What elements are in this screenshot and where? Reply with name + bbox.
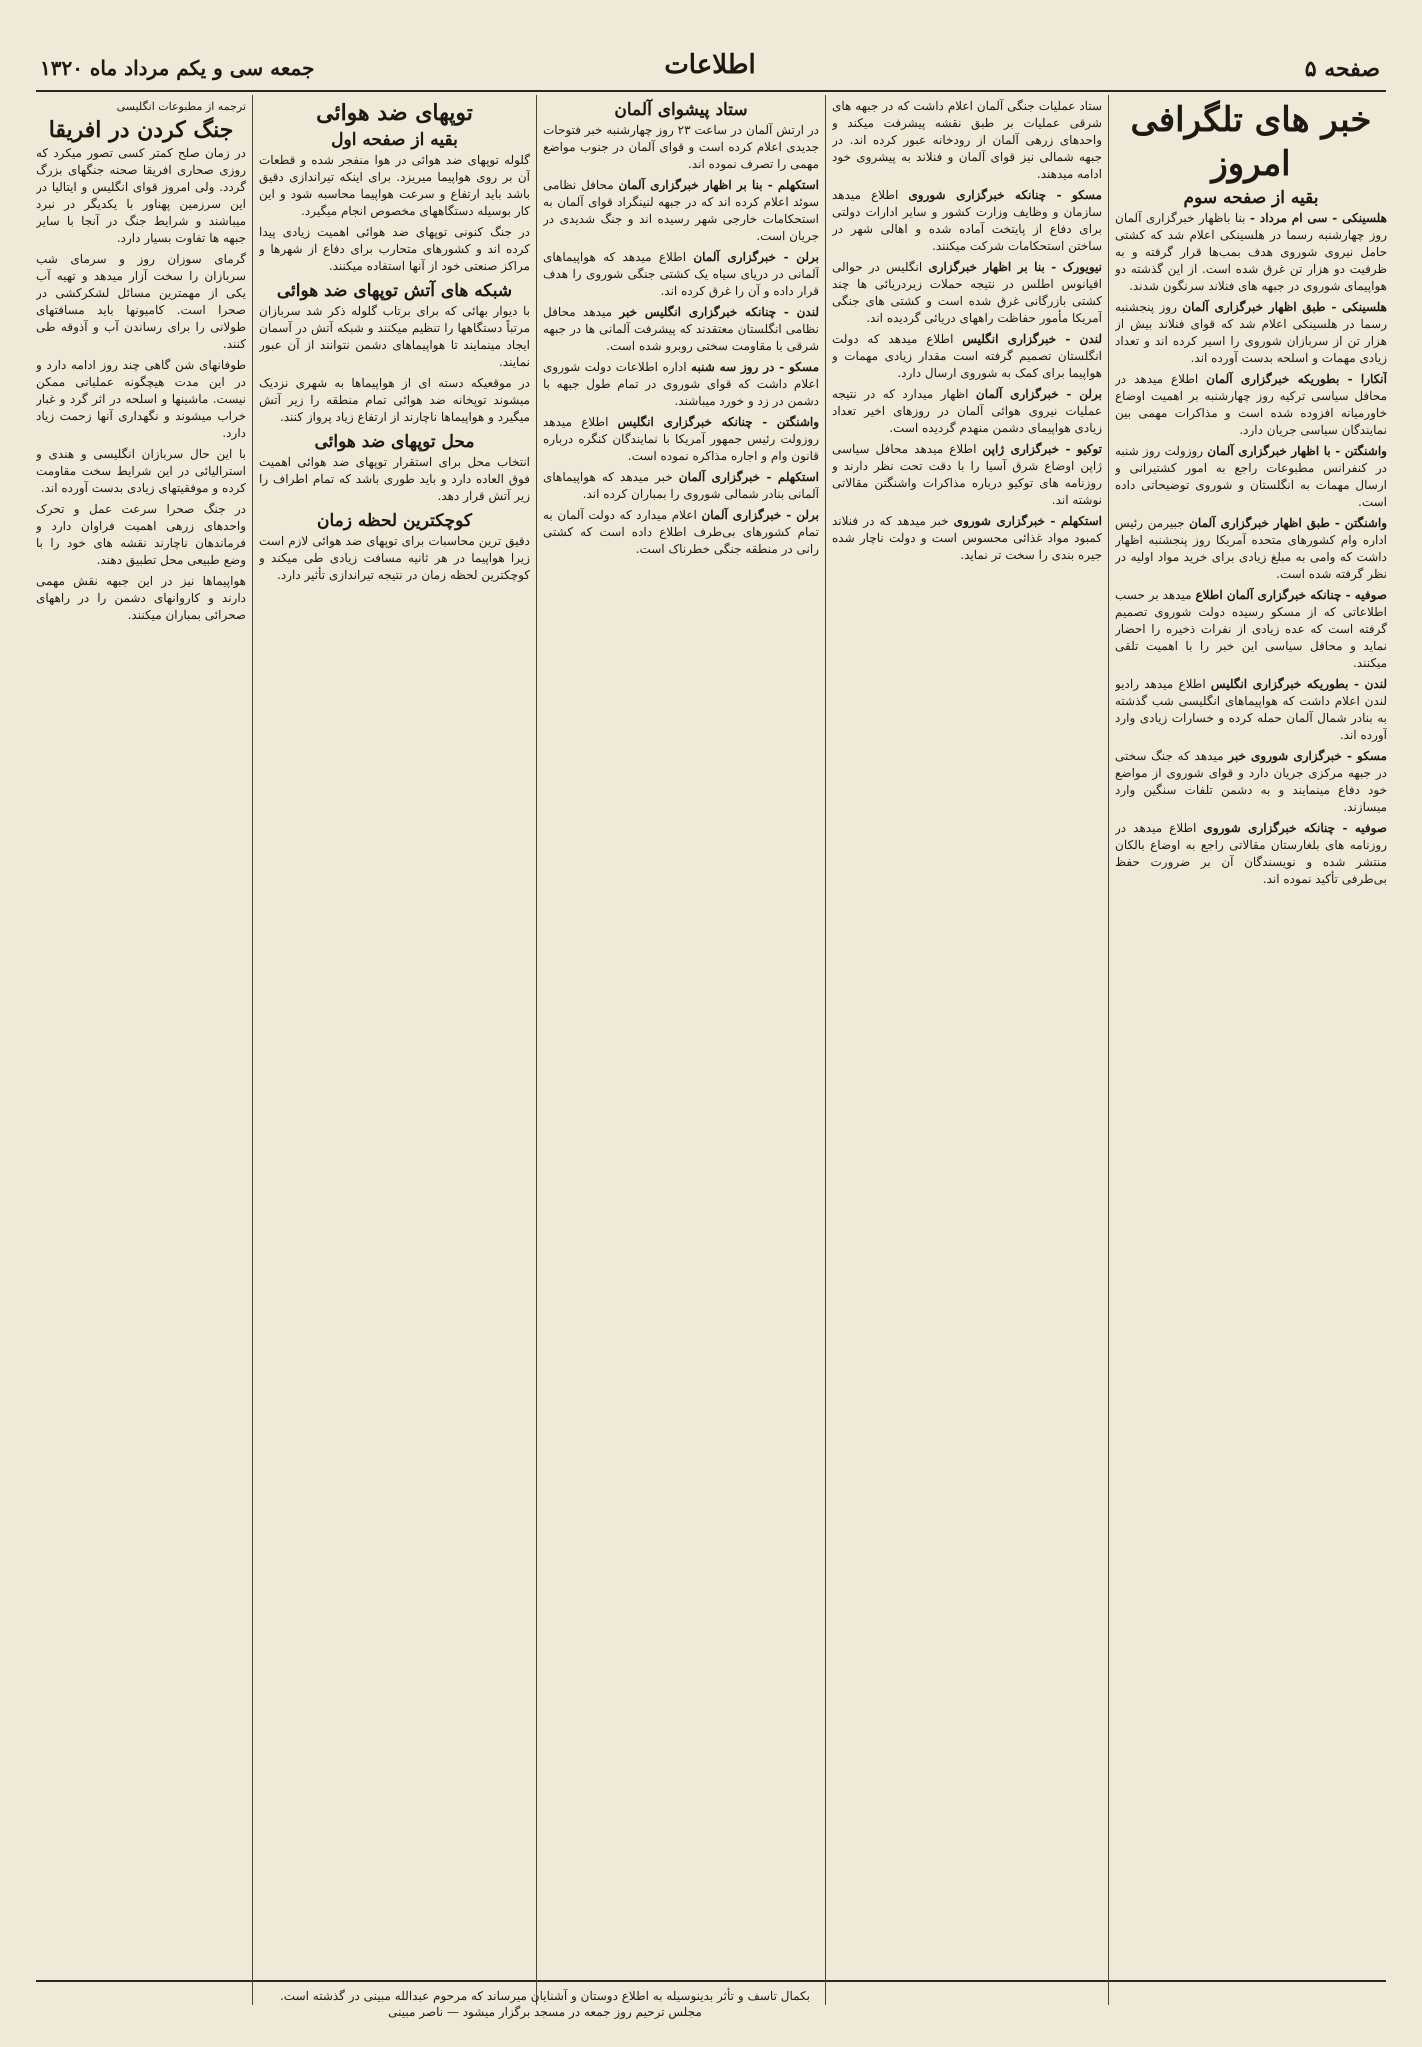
paper-name: اطلاعات <box>664 50 756 80</box>
dispatch-lead: برلن - خبرگزاری آلمان <box>693 250 819 264</box>
dispatch-body: میدهد بر حسب اطلاعاتی که از مسکو رسیده دولت شوروی تصمیم گرفته است که عده زیادی از نفرات ذخیره را احضار نماید و محافل سیاسی این خبر را با اهمیت تلقی میکنند. <box>1115 588 1387 670</box>
dispatch-body: اطلاع میدهد روزولت رئیس جمهور آمریکا با نمایندگان کنگره درباره قانون وام و اجاره مذاکره نموده است. <box>543 415 819 463</box>
dispatch-body: اطلاع میدهد در روزنامه های بلغارستان مقالاتی راجع به اوضاع بالکان منتشر شده و نویسندگان آن بر ضرورت حفظ بی‌طرفی تأکید نموده اند. <box>1115 821 1387 886</box>
subheading: شبکه های آتش توپهای ضد هوائی <box>276 281 513 301</box>
article-body: با دیوار بهائی که برای برتاب گلوله ذکر شد سربازان مرتباً دستگاهها را تنظیم میکنند و شبکه آتش در آسمان ایجاد مینمایند تا هواپیماهای دشمن نتوانند از آن عبور نمایند. <box>259 304 530 369</box>
article-body: هواپیماها نیز در این جبهه نقش مهمی دارند و کاروانهای دشمن را در راههای صحرائی بمباران میکنند. <box>36 574 246 622</box>
dispatch-body: اظهار میدارد که در نتیجه عملیات نیروی هوائی آلمان در روزهای اخیر تعداد زیادی هواپیمای دشمن منهدم گردیده است. <box>832 387 1102 435</box>
dispatch-body: روزولت روز شنبه در کنفرانس مطبوعات راجع به امور کشتیرانی و ارسال مهمات به انگلستان و شوروی توضیحاتی داده است. <box>1115 444 1387 509</box>
article-body: انتخاب محل برای استقرار توپهای ضد هوائی اهمیت فوق العاده دارد و باید طوری باشد که تمام اطراف را زیر آتش قرار دهد. <box>259 455 530 503</box>
article-body: طوفانهای شن گاهی چند روز ادامه دارد و در این مدت هیچگونه عملیاتی ممکن نیست. ماشینها و اسلحه در اثر گرد و غبار خراب میشوند و نگهداری آنها زحمت زیاد دارد. <box>36 358 246 440</box>
column-news-3 <box>543 98 819 1978</box>
column-divider <box>252 95 253 2005</box>
dispatch-body: بنا باظهار خبرگزاری آلمان روز چهارشنبه رسما در هلسینکی اعلام شد که کشتی حامل نیروی شوروی هدف بمب‌ها قرار گرفته و به ظرفیت دو هزار تن غرق شده است. از این گذشته دو هواپیمای شوروی در جبهه های فنلاند سرنگون شدند. <box>1115 211 1387 293</box>
subheading: کوچکترین لحظه زمان <box>317 511 472 531</box>
dispatch-lead: واشنگتن - با اظهار خبرگزاری آلمان <box>1207 444 1387 458</box>
article-body: در جنگ صحرا سرعت عمل و تحرک واحدهای زرهی اهمیت فراوان دارد و فرماندهان ناچارند نقشه های خود را با وضع طبیعی محل تطبیق دهند. <box>36 502 246 567</box>
column-divider <box>825 95 826 2005</box>
dispatch-lead: مسکو - خبرگزاری شوروی خبر <box>1228 749 1387 763</box>
dispatch-lead: نیویورک - بنا بر اظهار خبرگزاری <box>928 260 1102 274</box>
column-news-2 <box>832 98 1102 1978</box>
dispatch-body: اطلاع میدهد که دولت انگلستان تصمیم گرفته است مقدار زیادی مهمات و هواپیما برای کمک به شوروی ارسال دارد. <box>832 332 1102 380</box>
dispatch-lead: هلسینکی - طبق اظهار خبرگزاری آلمان <box>1182 300 1387 314</box>
column-antiaircraft <box>259 98 530 1978</box>
dispatch-lead: لندن - خبرگزاری انگلیس <box>962 332 1102 346</box>
dispatch-body: خبر میدهد که در فنلاند کمبود مواد غذائی محسوس است و دولت ناچار شده جیره بندی را سخت تر نماید. <box>832 514 1102 562</box>
article-body: گلوله توپهای ضد هوائی در هوا منفجر شده و قطعات آن بر روی هواپیما میریزد. برای اینکه تیراندازی دقیق باشد باید ارتفاع و سرعت هواپیما محاسبه شود و این کار بوسیله دستگاههای مخصوص انجام میگیرد. <box>259 153 530 218</box>
footer-rule <box>36 1980 1386 1982</box>
headline-antiaircraft: توپهای ضد هوائی <box>316 100 473 126</box>
subheading: محل توپهای ضد هوائی <box>314 432 475 452</box>
dispatch-body: انگلیس در حوالی اقیانوس اطلس در نتیجه حملات زیردریائی ها چند کشتی بازرگانی غرق شده است و کشتی های جنگی آمریکا مأمور حفاظت راههای دریائی گردیده اند. <box>832 260 1102 325</box>
issue-date: جمعه سی و یکم مرداد ماه ۱۳۲۰ <box>40 56 315 80</box>
header-rule <box>36 90 1386 92</box>
dispatch-lead: لندن - چنانکه خبرگزاری انگلیس خبر <box>619 305 819 319</box>
dispatch-body: اعلام میدارد که دولت آلمان به تمام کشورهای بی‌طرف اطلاع داده است که کشتی رانی در منطقه جنگی خطرناک است. <box>543 508 819 556</box>
article-body: گرمای سوزان روز و سرمای شب سربازان را سخت آزار میدهد و تهیه آب یکی از مهمترین مسائل لشکرکشی در صحرا است. کامیونها باید مسافتهای طولانی را برای رساندن آب و آذوقه طی کنند. <box>36 252 246 351</box>
dispatch-lead: استکهلم - خبرگزاری شوروی <box>953 514 1102 528</box>
headline-telegraph: خبر های تلگرافی امروز <box>1130 100 1372 184</box>
subhead-continued: بقیه از صفحه سوم <box>1183 188 1319 208</box>
headline-german-hq: ستاد پیشوای آلمان <box>614 100 748 120</box>
column-divider <box>1108 95 1109 2005</box>
dispatch-lead: توکیو - خبرگزاری ژاپن <box>982 442 1102 456</box>
dispatch-body: روز پنجشنبه رسما در هلسینکی اعلام شد که قوای فنلاند بیش از هزار تن از سربازان شوروی را اسیر کرده اند و تعداد زیادی مهمات و اسلحه بدست آورده اند. <box>1115 300 1387 365</box>
column-africa-war <box>36 98 246 1978</box>
dispatch-lead: مسکو - در روز سه شنبه <box>691 360 819 374</box>
dispatch-body: اطلاع میدهد رادیو لندن اعلام داشت که هواپیماهای انگلیسی شب گذشته به بنادر شمال آلمان حمله کرده و خسارات زیادی وارد آورده اند. <box>1115 677 1387 742</box>
dispatch-body: اطلاع میدهد که هواپیماهای آلمانی در دریای سیاه یک کشتی جنگی شوروی را هدف قرار داده و آن را غرق کرده اند. <box>543 250 819 298</box>
article-body: در موقعیکه دسته ای از هواپیماها به شهری نزدیک میشوند توپخانه ضد هوائی تمام منطقه را زیر آتش میگیرد و هواپیماها ناچارند از ارتفاع زیاد پرواز کنند. <box>259 376 530 424</box>
dispatch-lead: هلسینکی - سی ام مرداد - <box>1250 211 1387 225</box>
dispatch-lead: صوفیه - چنانکه خبرگزاری شوروی <box>1203 821 1387 835</box>
dispatch-lead: مسکو - چنانکه خبرگزاری شوروی <box>908 188 1102 202</box>
dispatch-lead: برلن - خبرگزاری آلمان <box>975 387 1102 401</box>
dispatch-body: اداره اطلاعات دولت شوروی اعلام داشت که قوای شوروی در تمام طول جبهه با دشمن در زد و خورد میباشند. <box>543 360 819 408</box>
dispatch-lead: استکهلم - خبرگزاری آلمان <box>678 470 819 484</box>
obituary-notice <box>250 1988 840 2020</box>
article-body: در زمان صلح کمتر کسی تصور میکرد که روزی صحاری افریقا صحنه جنگهای بزرگ گردد. ولی امروز قوای انگلیس و ایتالیا در این سرزمین پهناور با یکدیگر در نبرد میباشند و شرایط جنگ در آنجا با سایر جبهه ها تفاوت بسیار دارد. <box>36 146 246 245</box>
article-body: ستاد عملیات جنگی آلمان اعلام داشت که در جبهه های شرقی عملیات بر طبق نقشه پیشرفت میکند و واحدهای زرهی آلمان از رودخانه عبور کرده اند. در جبهه شمالی نیز قوای آلمان و فنلاند به پیشروی خود ادامه میدهند. <box>832 99 1102 181</box>
dispatch-lead: واشنگتن - طبق اظهار خبرگزاری آلمان <box>1189 516 1387 530</box>
dispatch-body: اطلاع میدهد سازمان و وظایف وزارت کشور و سایر ادارات دولتی برای دفاع از پایتخت آماده شده و اهالی شهر در ساختن استحکامات شرکت میکنند. <box>832 188 1102 253</box>
dispatch-lead: واشنگتن - چنانکه خبرگزاری انگلیس <box>617 415 819 429</box>
dispatch-body: اطلاع میدهد در محافل سیاسی ترکیه روز چهارشنبه بر اهمیت اوضاع خاورمیانه افزوده شده است و مذاکرات مهمی بین نمایندگان سیاسی جریان دارد. <box>1115 372 1387 437</box>
notice-line: بکمال تاسف و تأثر بدینوسیله به اطلاع دوستان و آشنایان میرساند که مرحوم عبدالله مبینی در گذشته است. <box>279 1989 811 2003</box>
dispatch-body: محافل نظامی سوئد اعلام کرده اند که در جبهه لنینگراد قوای آلمان به استحکامات خارجی شهر رسیده اند و جنگ شدیدی در جریان است. <box>543 178 819 243</box>
dispatch-body: جبیرمن رئیس اداره وام کشورهای متحده آمریکا روز پنجشنبه اظهار داشت که وامی به مبلغ زیادی برای خرید مواد اولیه در نظر گرفته شده است. <box>1115 516 1387 581</box>
column-divider <box>536 95 537 2005</box>
page-number: صفحه ۵ <box>1304 56 1380 82</box>
masthead <box>40 50 1380 86</box>
dispatch-lead: آنکارا - بطوریکه خبرگزاری آلمان <box>1206 372 1387 386</box>
article-body: در ارتش آلمان در ساعت ۲۳ روز چهارشنبه خبر فتوحات جدیدی اعلام کرده است و قوای آلمان در جنوب مواضع مهمی را تصرف نموده اند. <box>543 123 819 171</box>
dispatch-lead: صوفیه - چنانکه خبرگزاری آلمان اطلاع <box>1195 588 1387 602</box>
subhead-continued: بقیه از صفحه اول <box>331 130 458 150</box>
dispatch-body: میدهد محافل نظامی انگلستان معتقدند که پیشرفت آلمانی ها در جبهه شرقی با مقاومت سختی روبرو شده است. <box>543 305 819 353</box>
translation-kicker: ترجمه از مطبوعات انگلیسی <box>116 100 246 113</box>
dispatch-body: میدهد که جنگ سختی در جبهه مرکزی جریان دارد و قوای شوروی از مواضع خود دفاع مینمایند و به دشمن تلفات سنگین وارد میسازند. <box>1115 749 1387 814</box>
dispatch-lead: لندن - بطوریکه خبرگزاری انگلیس <box>1210 677 1387 691</box>
article-body: در جنگ کنونی توپهای ضد هوائی اهمیت زیادی پیدا کرده اند و کشورهای متحارب برای دفاع از شهرها و مراکز صنعتی خود از آنها استفاده میکنند. <box>259 225 530 273</box>
dispatch-body: اطلاع میدهد محافل سیاسی ژاپن اوضاع شرق آسیا را با دقت تحت نظر دارند و روزنامه های توکیو درباره مذاکرات واشنگتن مقالاتی نوشته اند. <box>832 442 1102 507</box>
notice-line: مجلس ترحیم روز جمعه در مسجد برگزار میشود — ناصر مبینی <box>388 2005 702 2019</box>
headline-africa: جنگ کردن در افریقا <box>48 117 234 143</box>
dispatch-lead: استکهلم - بنا بر اظهار خبرگزاری آلمان <box>618 178 819 192</box>
dispatch-lead: برلن - خبرگزاری آلمان <box>701 508 819 522</box>
dispatch-body: خبر میدهد که هواپیماهای آلمانی بنادر شمالی شوروی را بمباران کرده اند. <box>543 470 819 501</box>
column-telegraph-news <box>1115 98 1387 1978</box>
article-body: با این حال سربازان انگلیسی و هندی و استرالیائی در این شرایط سخت مقاومت کرده و موفقیتهای زیادی بدست آورده اند. <box>36 447 246 495</box>
article-body: دقیق ترین محاسبات برای توپهای ضد هوائی لازم است زیرا هواپیما در هر ثانیه مسافت زیادی طی میکند و کوچکترین لحظه زمان در نتیجه تیراندازی تأثیر دارد. <box>259 534 530 582</box>
